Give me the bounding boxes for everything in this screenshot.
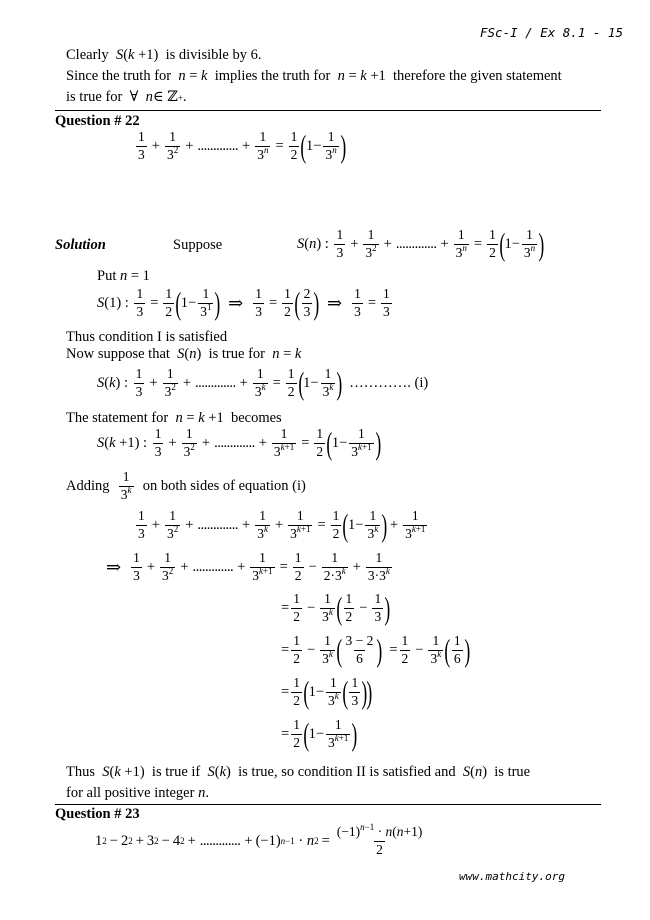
derivation-step-2: ⇒ 1 3 + $\frac{1}{3^2}$ + ............. + $\frac{1}{3^{k+1}}$ = $\frac{1}{2}$ − $\frac{1}{2\cdot 3^k}$ + $\frac{1}{3\cdot 3^k}$ [106, 550, 390, 583]
divider-2 [55, 804, 601, 805]
equation-tag: …………. (i) [349, 374, 429, 391]
clearly-post-text: is divisible by 6. [165, 47, 262, 63]
s1-check: S (1) : $\frac{1}{3}$ = $\frac{1}{2}$ ( 1− 1 $3^1$ ) ⇒ $\frac{1}{3}$ = $\frac{1}{2}$ ( 2 3 ) ⇒ $\frac{1}{3}$ = $\frac{1}{3}$ [97, 284, 390, 321]
footer-site: www.mathcity.org [459, 870, 565, 883]
clearly-text: Clearly [66, 47, 109, 63]
now-suppose-line: Now suppose that S ( n ) is true for n = k [66, 346, 302, 362]
is-true-for-text: is true for [208, 346, 265, 362]
conclusion-line: Thus S ( k +1) is true if S ( k ) is true, so condition II is satisfied and S ( n ) is true [66, 764, 531, 780]
q22-statement: 1 3 + $\frac{1}{3^2}$ + ............. + $\frac{1}{3^n}$ = $\frac{1}{2}$ ( 1− 1 3$^n$ ) [138, 127, 346, 164]
clearly-line: Clearly S ( k +1) is divisible by 6. [66, 47, 262, 63]
derivation-step-6: = 1 2 ( 1− 1 $3^{k+1}$ ) [281, 715, 358, 752]
since-line: Since the truth for n = k implies the truth for n = k +1 therefore the given statement [66, 68, 562, 84]
derivation-step-4: = 1 2 − $\frac{1}{3^k}$ ( 3 − 2 6 ) = 1 2 − $\frac{1}{3^k}$ ( 1 6 ) [281, 631, 470, 668]
true-for-text: is true for [66, 89, 123, 105]
both-sides-text: on both sides of equation (i) [142, 477, 306, 494]
adding-line: Adding 1 3$^k$ on both sides of equation (i) [66, 469, 306, 502]
true-for-line: is true for ∀ n ∈ ℤ + . [66, 89, 187, 105]
since-text-c: therefore the given statement [393, 68, 562, 84]
statement-text: The statement for [66, 410, 169, 426]
condition-2-text: is true, so condition II is satisfied and [238, 764, 456, 780]
for-all-text: for all positive integer [66, 785, 195, 801]
adding-text: Adding [66, 477, 110, 494]
condition-1-text: Thus condition I is satisfied [66, 329, 228, 345]
since-text-b: implies the truth for [214, 68, 331, 84]
page-reference: FSc-I / Ex 8.1 - 15 [480, 25, 623, 40]
derivation-step-1: 1 3 + $\frac{1}{3^2}$ + ............. + $\frac{1}{3^k}$ + $\frac{1}{3^{k+1}}$ = $\frac{1}{2}$ ( 1− 1 3$^k$ ) + $\frac{1}{3^{k+1}}$ [138, 506, 426, 543]
q23-statement: 1 2 − 2 2 + 3 2 − 4 2 + ............. + (−1) n−1 · n 2 = $\frac{(-1)^{n-1} \cdot n(n+1)}{2}$ [95, 822, 423, 857]
question-23-title: Question # 23 [55, 806, 140, 822]
now-suppose-text: Now suppose that [66, 346, 170, 362]
statement-line: The statement for n = k +1 becomes [66, 410, 282, 426]
thus-text: Thus [66, 764, 95, 780]
put-line: Put n = 1 [97, 268, 150, 284]
put-text: Put [97, 268, 117, 284]
becomes-text: becomes [230, 410, 282, 426]
derivation-step-3: = 1 2 − $\frac{1}{3^k}$ ( 1 2 − $\frac{1}{3}$ ) [281, 589, 391, 626]
is-true-text: is true [494, 764, 531, 780]
suppose-text: Suppose [173, 237, 223, 253]
s-n-statement: S ( n ) : 1 3 + $\frac{1}{3^2}$ + ............. + $\frac{1}{3^n}$ = $\frac{1}{2}$ ( 1− 1 3$^n$ ) [297, 225, 545, 262]
s-k-statement: S ( k ) : 1 3 + $\frac{1}{3^2}$ + ............. + $\frac{1}{3^k}$ = $\frac{1}{2}$ ( 1− 1 3$^k$ ) …………. (i) [97, 364, 429, 401]
question-22-title: Question # 22 [55, 113, 140, 129]
divider-1 [55, 110, 601, 111]
solution-label: Solution [55, 237, 106, 253]
for-all-line: for all positive integer n. [66, 785, 209, 801]
is-true-if-text: is true if [151, 764, 201, 780]
since-text-a: Since the truth for [66, 68, 172, 84]
s-k1-statement: S ( k +1) : 1 3 + $\frac{1}{3^2}$ + ............. + $\frac{1}{3^{k+1}}$ = $\frac{1}{2}$ ( 1− 1 $3^{k+1}$ ) [97, 424, 381, 461]
derivation-step-5: = 1 2 ( 1− 1 3$^k$ ( 1 3 ) ) [281, 673, 373, 710]
